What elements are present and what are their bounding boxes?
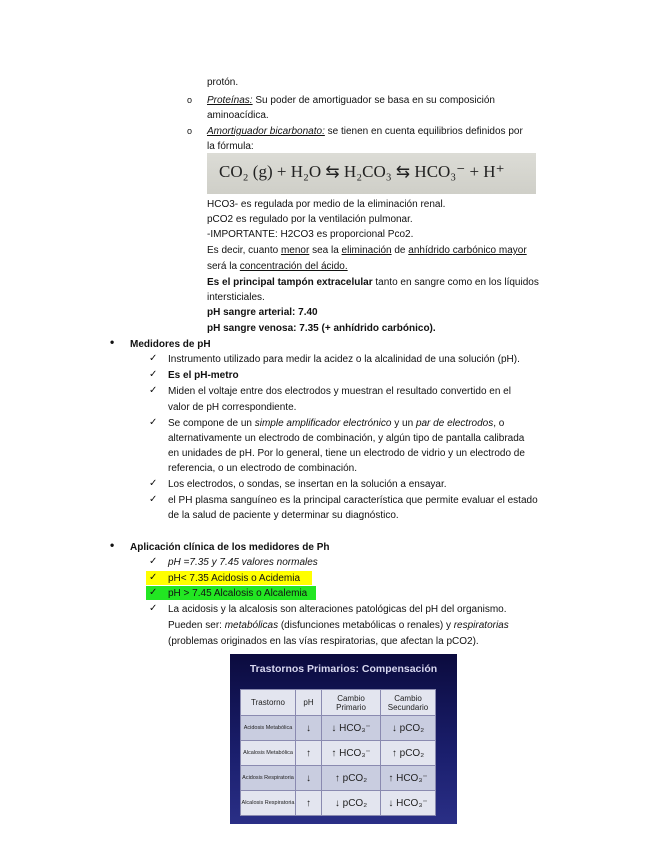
text-line: La acidosis y la alcalosis son alteraciones patológicas del pH del organismo. xyxy=(168,604,507,615)
bullet-icon: • xyxy=(110,538,115,552)
table-cell: ↑ pCO₂ xyxy=(381,741,436,766)
check-icon: ✓ xyxy=(149,556,158,567)
table-header: Trastorno xyxy=(241,690,296,716)
bicarbonate-label: Amortiguador bicarbonato: xyxy=(207,126,325,137)
check-icon: ✓ xyxy=(149,603,158,614)
table-cell: ↑ xyxy=(296,791,322,816)
text-line: la fórmula: xyxy=(207,141,254,152)
text-line: pH sangre venosa: 7.35 (+ anhídrido carbónico). xyxy=(207,323,436,334)
text-line: Miden el voltaje entre dos electrodos y muestran el resultado convertido en el xyxy=(168,386,511,397)
text-line: intersticiales. xyxy=(207,292,265,303)
text-line: pH > 7.45 Alcalosis o Alcalemia xyxy=(168,588,308,599)
formula-image xyxy=(207,153,536,194)
table-title: Trastornos Primarios: Compensación xyxy=(249,663,438,675)
check-icon: ✓ xyxy=(149,494,158,505)
check-icon: ✓ xyxy=(149,572,158,583)
table-cell: ↑ HCO₃⁻ xyxy=(322,741,381,766)
text-line: (problemas originados en las vías respiratorias, que afectan la pCO2). xyxy=(168,636,479,647)
text-line: alternativamente un electrodo de combinación, y algún tipo de pantalla calibrada xyxy=(168,433,525,444)
text-line: Es decir, cuanto menor sea la eliminación de anhídrido carbónico mayor xyxy=(207,245,527,256)
table-cell: ↓ xyxy=(296,766,322,791)
table-cell: Alcalosis Metabólica xyxy=(241,741,296,766)
table-header: pH xyxy=(296,690,322,716)
formula-text: CO₂ (g) + H₂O ⇆ H₂CO₃ ⇆ HCO₃⁻ + H⁺ xyxy=(219,162,505,181)
text-line: pCO2 es regulado por la ventilación pulmonar. xyxy=(207,214,413,225)
text-line: pH =7.35 y 7.45 valores normales xyxy=(168,557,318,568)
table-header: Cambio Primario xyxy=(322,690,381,716)
text-line: Amortiguador bicarbonato: se tienen en cuenta equilibrios definidos por xyxy=(207,126,523,137)
text-line: el PH plasma sanguíneo es la principal característica que permite evaluar el estado xyxy=(168,495,538,506)
text-line: Instrumento utilizado para medir la acidez o la alcalinidad de una solución (pH). xyxy=(168,354,520,365)
table-cell: ↓ xyxy=(296,716,322,741)
circle-bullet-icon: o xyxy=(187,126,193,136)
table-cell: ↑ xyxy=(296,741,322,766)
text-line: Pueden ser: metabólicas (disfunciones metabólicas o renales) y respiratorias xyxy=(168,620,509,631)
text-line: Se compone de un simple amplificador electrónico y un par de electrodos, o xyxy=(168,418,505,429)
table-cell: ↑ pCO₂ xyxy=(322,766,381,791)
text-line: referencia, o un electrodo de combinación. xyxy=(168,463,358,474)
text-line: Proteínas: Su poder de amortiguador se basa en su composición xyxy=(207,95,495,106)
table-cell: ↓ HCO₃⁻ xyxy=(381,791,436,816)
text-line: pH< 7.35 Acidosis o Acidemia xyxy=(168,573,301,584)
text-line: Es el pH-metro xyxy=(168,370,239,381)
text-line: de la salud de paciente y determinar su diagnóstico. xyxy=(168,510,399,521)
check-icon: ✓ xyxy=(149,587,158,598)
bullet-icon: • xyxy=(110,335,115,349)
compensation-table-image xyxy=(230,654,457,824)
text-line: Los electrodos, o sondas, se insertan en la solución a ensayar. xyxy=(168,479,447,490)
check-icon: ✓ xyxy=(149,385,158,396)
text-line: valor de pH correspondiente. xyxy=(168,402,297,413)
table-cell: ↓ pCO₂ xyxy=(322,791,381,816)
section-title: Aplicación clínica de los medidores de Ph xyxy=(130,542,330,553)
section-title: Medidores de pH xyxy=(130,339,211,350)
check-icon: ✓ xyxy=(149,353,158,364)
text-line: será la concentración del ácido. xyxy=(207,261,348,272)
text-line: -IMPORTANTE: H2CO3 es proporcional Pco2. xyxy=(207,229,414,240)
circle-bullet-icon: o xyxy=(187,95,193,105)
check-icon: ✓ xyxy=(149,417,158,428)
table-cell: Acidosis Metabólica xyxy=(241,716,296,741)
table-cell: Acidosis Respiratoria xyxy=(241,766,296,791)
check-icon: ✓ xyxy=(149,369,158,380)
compensation-table xyxy=(240,689,436,816)
table-cell: ↓ pCO₂ xyxy=(381,716,436,741)
proteins-label: Proteínas: xyxy=(207,95,253,106)
table-cell: ↑ HCO₃⁻ xyxy=(381,766,436,791)
text-line: Es el principal tampón extracelular tanto en sangre como en los líquidos xyxy=(207,277,539,288)
text-line: pH sangre arterial: 7.40 xyxy=(207,307,318,318)
text-line: protón. xyxy=(207,77,239,88)
text-line: HCO3- es regulada por medio de la eliminación renal. xyxy=(207,199,446,210)
table-header: Cambio Secundario xyxy=(381,690,436,716)
text-line: aminoacídica. xyxy=(207,110,269,121)
check-icon: ✓ xyxy=(149,478,158,489)
text-line: en unidades de pH. Por lo general, tiene un electrodo de vidrio y un electrodo de xyxy=(168,448,525,459)
table-cell: ↓ HCO₃⁻ xyxy=(322,716,381,741)
table-cell: Alcalosis Respiratoria xyxy=(241,791,296,816)
